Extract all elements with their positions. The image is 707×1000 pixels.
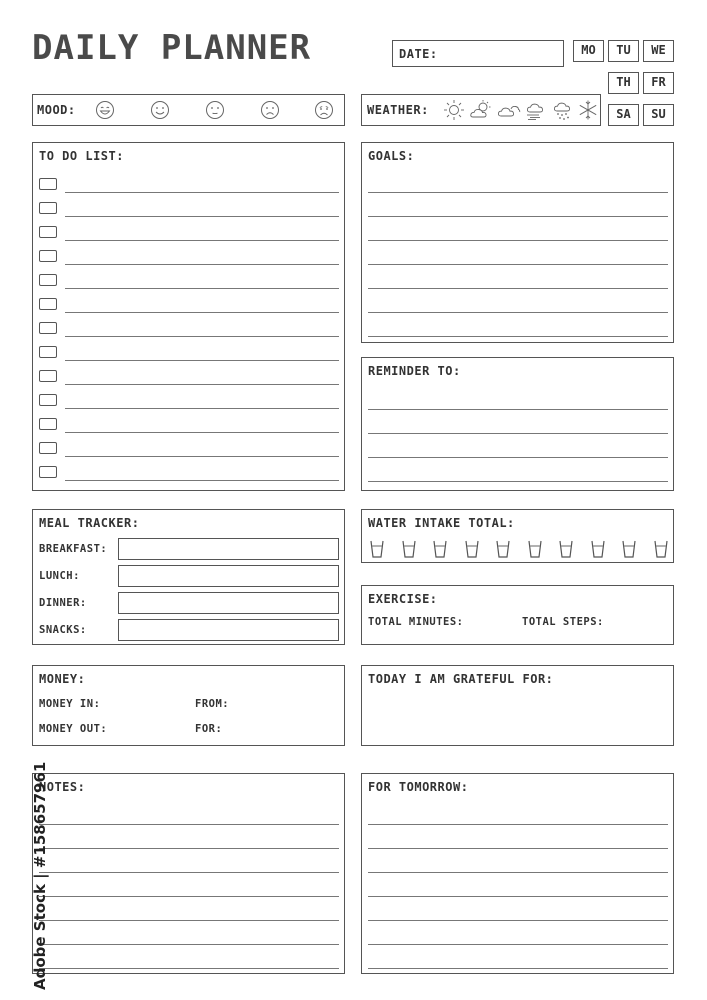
reminder-line[interactable] [368, 409, 668, 410]
snowflake-icon[interactable] [576, 99, 600, 121]
meal-tracker-box [32, 509, 345, 645]
exercise-box [361, 585, 674, 645]
todo-line[interactable] [65, 216, 339, 217]
snow-cloud-icon[interactable] [552, 99, 576, 121]
tomorrow-line[interactable] [368, 920, 668, 921]
money-in-label: MONEY IN: [39, 698, 101, 710]
total-steps-label: TOTAL STEPS: [522, 616, 604, 628]
todo-line[interactable] [65, 432, 339, 433]
weather-label: WEATHER: [367, 103, 429, 117]
tomorrow-line[interactable] [368, 968, 668, 969]
laughing-face-icon[interactable] [95, 100, 115, 120]
water-glass-icon[interactable] [401, 540, 417, 558]
water-glass-icon[interactable] [558, 540, 574, 558]
total-minutes-label: TOTAL MINUTES: [368, 616, 464, 628]
notes-line[interactable] [39, 896, 339, 897]
goals-line[interactable] [368, 312, 668, 313]
todo-line[interactable] [65, 480, 339, 481]
meal-tracker-label: MEAL TRACKER: [39, 516, 140, 530]
water-glass-icon[interactable] [590, 540, 606, 558]
tomorrow-line[interactable] [368, 944, 668, 945]
sad-face-icon[interactable] [260, 100, 280, 120]
snacks-label: SNACKS: [39, 624, 87, 636]
water-intake-label: WATER INTAKE TOTAL: [368, 516, 515, 530]
todo-checkbox[interactable] [39, 418, 57, 430]
notes-line[interactable] [39, 944, 339, 945]
todo-line[interactable] [65, 408, 339, 409]
todo-checkbox[interactable] [39, 298, 57, 310]
todo-line[interactable] [65, 240, 339, 241]
water-glass-icon[interactable] [527, 540, 543, 558]
goals-line[interactable] [368, 192, 668, 193]
todo-box [32, 142, 345, 491]
todo-label: TO DO LIST: [39, 149, 124, 163]
page-title: DAILY PLANNER [32, 28, 312, 68]
tomorrow-line[interactable] [368, 872, 668, 873]
grateful-label: TODAY I AM GRATEFUL FOR: [368, 672, 554, 686]
day-we[interactable]: WE [643, 40, 674, 62]
todo-line[interactable] [65, 264, 339, 265]
todo-line[interactable] [65, 288, 339, 289]
todo-checkbox[interactable] [39, 250, 57, 262]
snacks-field[interactable] [118, 619, 339, 641]
windy-cloud-icon[interactable] [524, 99, 548, 121]
todo-checkbox[interactable] [39, 394, 57, 406]
notes-label: NOTES: [39, 780, 86, 794]
dinner-field[interactable] [118, 592, 339, 614]
reminder-line[interactable] [368, 457, 668, 458]
water-glass-icon[interactable] [464, 540, 480, 558]
todo-checkbox[interactable] [39, 178, 57, 190]
day-th[interactable]: TH [608, 72, 639, 94]
exercise-label: EXERCISE: [368, 592, 438, 606]
day-fr[interactable]: FR [643, 72, 674, 94]
day-tu[interactable]: TU [608, 40, 639, 62]
todo-checkbox[interactable] [39, 442, 57, 454]
water-glass-icon[interactable] [432, 540, 448, 558]
todo-checkbox[interactable] [39, 322, 57, 334]
todo-line[interactable] [65, 312, 339, 313]
cloudy-icon[interactable] [497, 99, 521, 121]
goals-label: GOALS: [368, 149, 415, 163]
for-tomorrow-box [361, 773, 674, 974]
weather-box [361, 94, 601, 126]
tomorrow-line[interactable] [368, 824, 668, 825]
smiling-face-icon[interactable] [150, 100, 170, 120]
date-box[interactable] [392, 40, 564, 67]
sun-icon[interactable] [442, 99, 466, 121]
mood-box [32, 94, 345, 126]
water-glass-icon[interactable] [495, 540, 511, 558]
money-label: MONEY: [39, 672, 86, 686]
goals-box [361, 142, 674, 343]
todo-line[interactable] [65, 192, 339, 193]
neutral-face-icon[interactable] [205, 100, 225, 120]
stock-watermark [5, 760, 49, 990]
goals-line[interactable] [368, 336, 668, 337]
money-box [32, 665, 345, 746]
partly-sunny-icon[interactable] [469, 99, 493, 121]
todo-checkbox[interactable] [39, 466, 57, 478]
date-label: DATE: [399, 47, 438, 61]
notes-line[interactable] [39, 968, 339, 969]
notes-line[interactable] [39, 872, 339, 873]
goals-line[interactable] [368, 240, 668, 241]
money-for-label: FOR: [195, 723, 223, 735]
todo-checkbox[interactable] [39, 226, 57, 238]
water-glass-icon[interactable] [653, 540, 669, 558]
day-sa[interactable]: SA [608, 104, 639, 126]
money-out-label: MONEY OUT: [39, 723, 108, 735]
notes-line[interactable] [39, 848, 339, 849]
day-mo[interactable]: MO [573, 40, 604, 62]
todo-line[interactable] [65, 456, 339, 457]
todo-checkbox[interactable] [39, 274, 57, 286]
tomorrow-line[interactable] [368, 896, 668, 897]
breakfast-label: BREAKFAST: [39, 543, 108, 555]
lunch-label: LUNCH: [39, 570, 80, 582]
mood-label: MOOD: [37, 103, 76, 117]
day-su[interactable]: SU [643, 104, 674, 126]
water-intake-box [361, 509, 674, 563]
goals-line[interactable] [368, 216, 668, 217]
reminder-line[interactable] [368, 433, 668, 434]
reminder-label: REMINDER TO: [368, 364, 461, 378]
lunch-field[interactable] [118, 565, 339, 587]
notes-box [32, 773, 345, 974]
breakfast-field[interactable] [118, 538, 339, 560]
notes-line[interactable] [39, 824, 339, 825]
reminder-box [361, 357, 674, 491]
water-glass-icon[interactable] [621, 540, 637, 558]
dinner-label: DINNER: [39, 597, 87, 609]
tomorrow-line[interactable] [368, 848, 668, 849]
notes-line[interactable] [39, 920, 339, 921]
todo-checkbox[interactable] [39, 370, 57, 382]
water-glass-icon[interactable] [369, 540, 385, 558]
stock-watermark-text: Adobe Stock | #158657961 [31, 761, 49, 990]
grateful-box [361, 665, 674, 746]
todo-checkbox[interactable] [39, 202, 57, 214]
goals-line[interactable] [368, 264, 668, 265]
money-from-label: FROM: [195, 698, 230, 710]
todo-line[interactable] [65, 360, 339, 361]
todo-checkbox[interactable] [39, 346, 57, 358]
for-tomorrow-label: FOR TOMORROW: [368, 780, 469, 794]
reminder-line[interactable] [368, 481, 668, 482]
crying-face-icon[interactable] [314, 100, 334, 120]
todo-line[interactable] [65, 384, 339, 385]
goals-line[interactable] [368, 288, 668, 289]
todo-line[interactable] [65, 336, 339, 337]
